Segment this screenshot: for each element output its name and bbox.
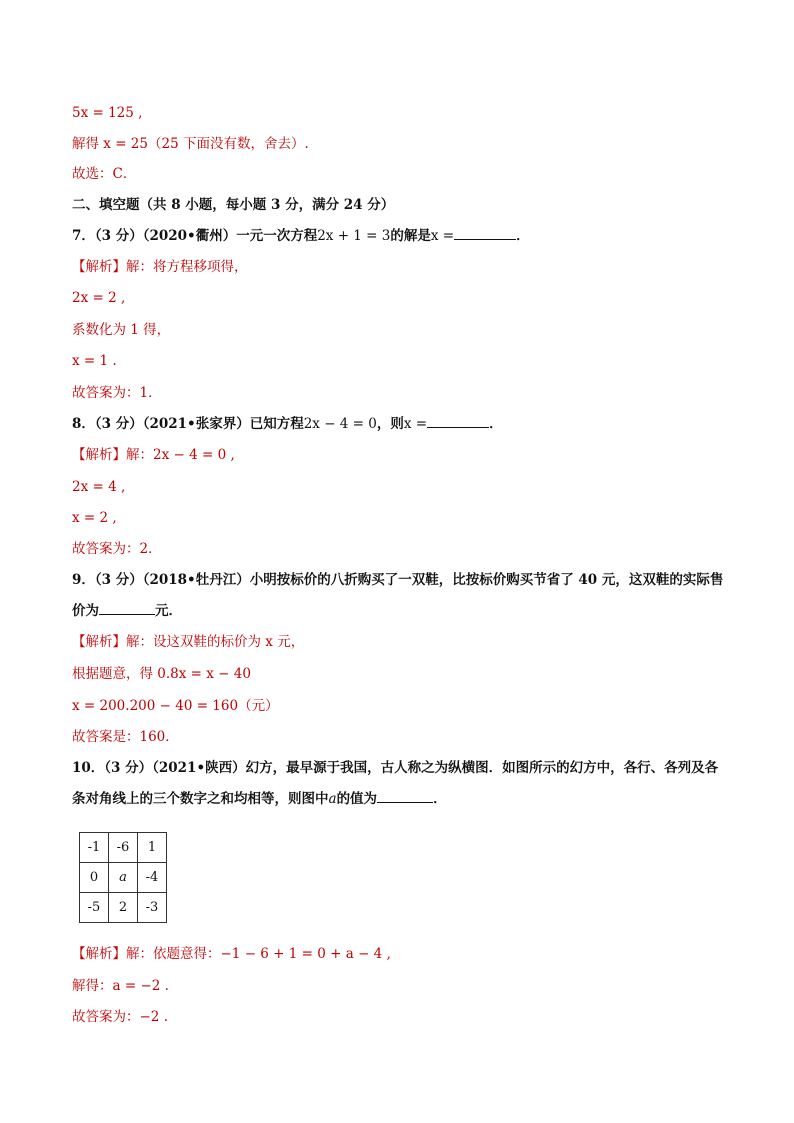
q8-answer: 故答案为：2．	[72, 541, 162, 557]
prev-choice: 故选：C．	[72, 166, 137, 182]
section-heading: 二、填空题（共 8 小题，每小题 3 分，满分 24 分）	[72, 197, 395, 213]
grid-cell: -3	[138, 893, 167, 923]
q9-sol-line2: 根据题意，得 0.8x = x − 40	[72, 666, 251, 682]
q8-stem-var: x =	[403, 416, 428, 432]
grid-cell: -5	[80, 893, 109, 923]
grid-cell: a	[109, 863, 138, 893]
magic-square-grid	[79, 832, 167, 923]
q9-answer: 故答案是：160．	[72, 729, 179, 745]
q8-stem-math: 2x − 4 = 0	[303, 416, 377, 432]
q7-stem-end: ．	[516, 228, 530, 244]
q7-stem-var: x =	[430, 228, 455, 244]
q7-answer-blank	[454, 227, 516, 240]
q9-stem-pre: 价为	[72, 603, 99, 619]
q9-analysis-tag: 【解析】	[72, 634, 126, 650]
q10-stem-line1: 10．（3 分）（2021•陕西）幻方，最早源于我国，古人称之为纵横图．如图所示的幻方中，各行、各列及各	[72, 760, 719, 776]
q10-stem-end: ．	[433, 791, 447, 807]
q8-stem	[72, 414, 734, 434]
q8-sol-line2: 2x = 4 ,	[72, 479, 126, 495]
q7-sol-line4: x = 1 .	[72, 353, 117, 369]
q7-sol-line3: 系数化为 1 得，	[72, 322, 171, 338]
grid-cell: 0	[80, 863, 109, 893]
q9-sol-text1: 解：设这双鞋的标价为 x 元，	[126, 634, 305, 650]
q10-stem-var: a	[328, 791, 337, 807]
q9-stem-line1: 9．（3 分）（2018•牡丹江）小明按标价的八折购买了一双鞋，比按标价购买节省了 40 元，这双鞋的实际售	[72, 572, 724, 588]
q9-stem-line2	[72, 601, 734, 621]
q7-stem-math: 2x + 1 = 3	[317, 228, 391, 244]
q10-answer-blank	[377, 790, 433, 803]
q10-stem-pre: 条对角线上的三个数字之和均相等，则图中	[72, 791, 329, 807]
grid-cell: 1	[138, 833, 167, 863]
grid-row	[80, 833, 167, 863]
grid-cell: -6	[109, 833, 138, 863]
q8-stem-end: ．	[489, 416, 503, 432]
q7-sol-line1	[72, 257, 734, 277]
q8-analysis-tag: 【解析】	[72, 447, 126, 463]
q8-stem-mid: ，则	[376, 416, 404, 432]
q10-sol-text1: 解：依题意得：−1 − 6 + 1 = 0 + a − 4 ,	[126, 946, 391, 962]
q8-sol-line3: x = 2 ,	[72, 510, 117, 526]
q9-sol-line1	[72, 632, 734, 652]
q9-sol-line3: x = 200.200 − 40 = 160（元）	[72, 698, 279, 714]
q10-stem-line2	[72, 789, 734, 809]
q9-stem-end: 元．	[155, 603, 182, 619]
q10-sol-line1	[72, 944, 734, 964]
grid-cell: 2	[109, 893, 138, 923]
q8-answer-blank	[427, 415, 489, 428]
grid-row	[80, 863, 167, 893]
prev-eq2: 解得 x = 25（25 下面没有数，舍去）.	[72, 136, 309, 152]
grid-cell: -4	[138, 863, 167, 893]
q10-answer: 故答案为：−2 .	[72, 1009, 168, 1025]
q9-answer-blank	[99, 602, 155, 615]
prev-eq1: 5x = 125 ,	[72, 105, 143, 121]
q10-sol-line2: 解得：a = −2 .	[72, 978, 169, 994]
grid-row	[80, 893, 167, 923]
grid-cell: -1	[80, 833, 109, 863]
q7-stem-pre: 7．（3 分）（2020•衢州）一元一次方程	[72, 228, 318, 244]
q7-stem-mid: 的解是	[390, 228, 431, 244]
q7-stem	[72, 226, 734, 246]
q7-analysis-tag: 【解析】	[72, 259, 126, 275]
q10-stem-mid: 的值为	[336, 791, 378, 807]
q8-sol-line1	[72, 445, 734, 465]
q10-analysis-tag: 【解析】	[72, 946, 126, 962]
q8-sol-text1: 解：2x − 4 = 0 ,	[126, 447, 235, 463]
q7-answer: 故答案为：1．	[72, 385, 162, 401]
q7-sol-line2: 2x = 2 ,	[72, 290, 126, 306]
q8-stem-pre: 8．（3 分）（2021•张家界）已知方程	[72, 416, 304, 432]
q7-sol-text1: 解：将方程移项得，	[126, 259, 248, 275]
